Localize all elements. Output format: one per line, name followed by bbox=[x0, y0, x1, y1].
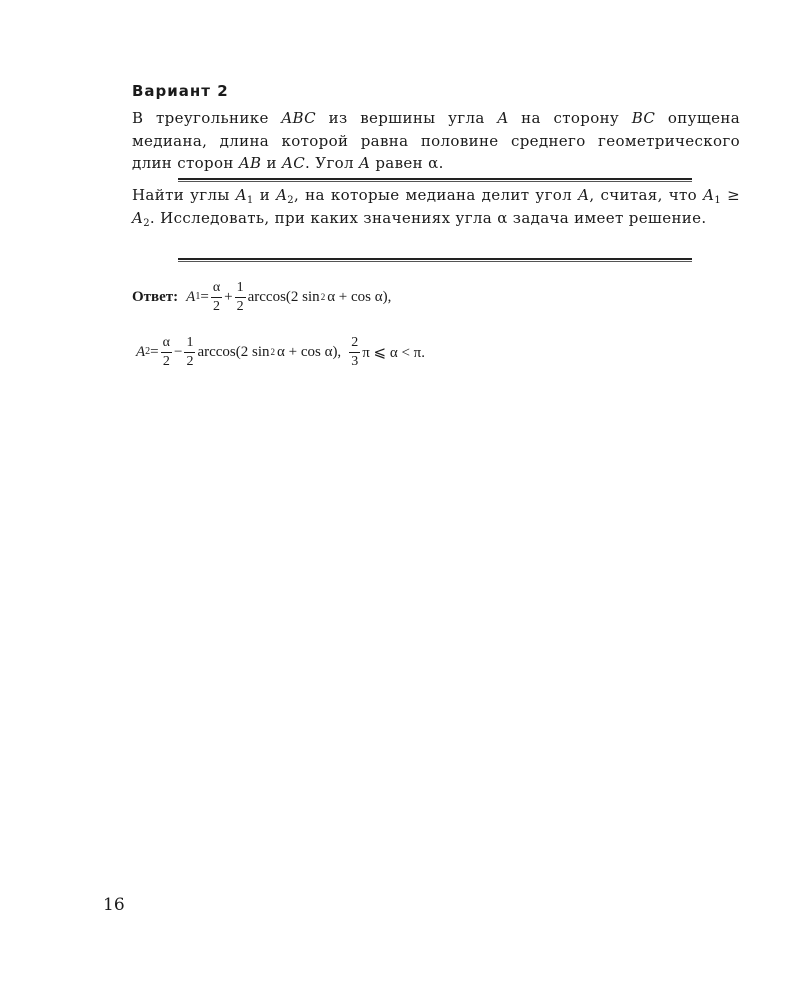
page-number: 16 bbox=[103, 895, 125, 915]
fraction: $\frac{2}{3}$ bbox=[351, 334, 359, 369]
fraction: $\frac{\alpha}{2}$ bbox=[162, 334, 170, 369]
top-divider bbox=[178, 178, 692, 182]
fraction: $\frac{1}{2}$ bbox=[236, 279, 244, 314]
answer-line-1: Ответ: A 1 = $\frac{\alpha}{2}$ + $\frac{1}{2}$ arccos(2 sin 2 α + cos α), bbox=[132, 279, 392, 314]
fraction: $\frac{\alpha}{2}$ bbox=[212, 279, 221, 314]
answer-label: Ответ: bbox=[132, 288, 179, 305]
problem-task: Найти углы $A_1$ и $A_2$, на которые медиана делит угол A, считая, что $A_1 \ge A_2$. Исследовать, при каких значениях угла α задача имеет решение. bbox=[132, 186, 741, 229]
problem-condition: В треугольнике ABC из вершины угла A на сторону BC опущена медиана, длина которой равна половине среднего геометрического длин сторон AB и AC. Угол A равен α. bbox=[132, 109, 740, 172]
fraction: $\frac{1}{2}$ bbox=[186, 334, 194, 369]
bottom-divider bbox=[178, 258, 692, 262]
variant-title: Вариант 2 bbox=[132, 82, 229, 100]
answer-line-2: A 2 = $\frac{\alpha}{2}$ − $\frac{1}{2}$ arccos(2 sin 2 α + cos α), $\frac{2}{3}$ π ⩽ α < π. bbox=[136, 334, 425, 369]
